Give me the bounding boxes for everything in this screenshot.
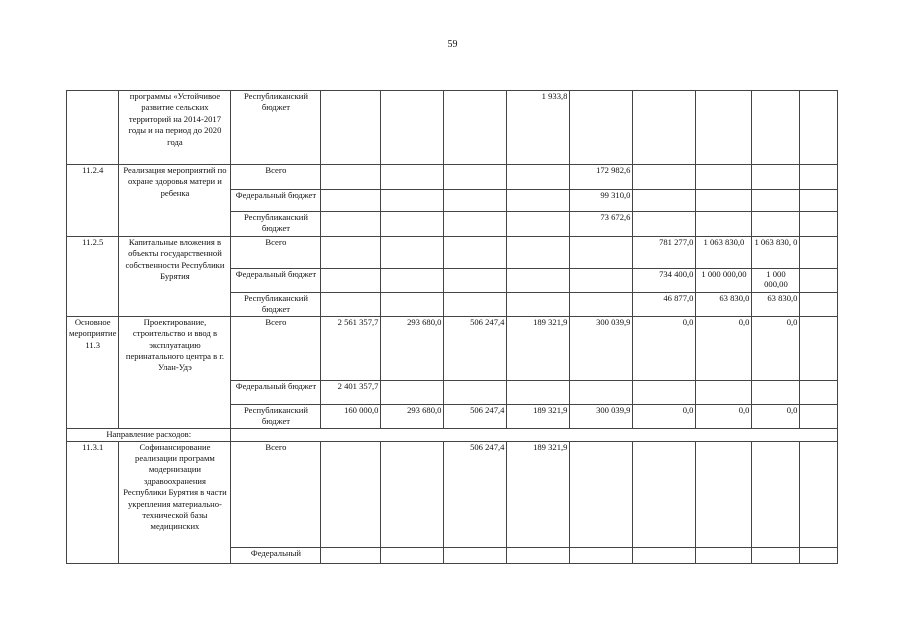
value-cell: 1 000 000,00 — [696, 269, 752, 293]
row-name: Реализация мероприятий по охране здоровья матери и ребенка — [119, 165, 231, 237]
value-cell — [507, 165, 570, 190]
value-cell — [570, 293, 633, 317]
value-cell — [444, 547, 507, 563]
value-cell — [633, 547, 696, 563]
value-cell: 73 672,6 — [570, 212, 633, 237]
value-cell: 189 321,9 — [507, 404, 570, 428]
value-cell — [444, 269, 507, 293]
value-cell — [800, 316, 838, 380]
table-row — [67, 316, 838, 380]
value-cell: 300 039,9 — [570, 404, 633, 428]
value-cell: 300 039,9 — [570, 316, 633, 380]
value-cell — [381, 91, 444, 165]
row-name: Софинансирование реализации программ модернизации здравоохранения Республики Бурятия в части укрепления материально-технической базы медицинских — [119, 441, 231, 563]
value-cell — [570, 547, 633, 563]
value-cell — [570, 380, 633, 404]
value-cell: 63 830,0 — [752, 293, 800, 317]
value-cell — [321, 293, 381, 317]
value-cell — [633, 380, 696, 404]
row-name: Капитальные вложения в объекты государственной собственности Республики Бурятия — [119, 237, 231, 317]
value-cell — [752, 380, 800, 404]
value-cell — [381, 165, 444, 190]
value-cell — [633, 441, 696, 547]
page-number: 59 — [447, 39, 458, 50]
table-row — [67, 91, 838, 165]
value-cell: 0,0 — [696, 404, 752, 428]
value-cell — [752, 441, 800, 547]
value-cell — [321, 441, 381, 547]
value-cell — [800, 380, 838, 404]
value-cell: 1 000 000,00 — [752, 269, 800, 293]
value-cell: 506 247,4 — [444, 316, 507, 380]
value-cell: 506 247,4 — [444, 441, 507, 547]
value-cell — [800, 269, 838, 293]
value-cell — [800, 91, 838, 165]
value-cell: 293 680,0 — [381, 316, 444, 380]
value-cell — [321, 91, 381, 165]
funding-source: Республиканский бюджет — [231, 91, 321, 165]
value-cell: 1 933,8 — [507, 91, 570, 165]
value-cell: 0,0 — [696, 316, 752, 380]
funding-source: Федеральный — [231, 547, 321, 563]
value-cell — [633, 91, 696, 165]
funding-source: Республиканский бюджет — [231, 404, 321, 428]
direction-row — [67, 428, 838, 441]
funding-source: Республиканский бюджет — [231, 212, 321, 237]
direction-empty — [231, 428, 838, 441]
value-cell — [800, 165, 838, 190]
value-cell — [381, 293, 444, 317]
value-cell — [507, 380, 570, 404]
row-code: 11.2.5 — [67, 237, 119, 317]
value-cell: 160 000,0 — [321, 404, 381, 428]
value-cell — [696, 547, 752, 563]
value-cell — [696, 380, 752, 404]
value-cell — [570, 237, 633, 269]
value-cell — [444, 293, 507, 317]
value-cell — [381, 190, 444, 212]
funding-source: Федеральный бюджет — [231, 190, 321, 212]
value-cell: 781 277,0 — [633, 237, 696, 269]
value-cell — [752, 190, 800, 212]
value-cell — [570, 441, 633, 547]
value-cell — [570, 269, 633, 293]
value-cell — [444, 190, 507, 212]
value-cell: 293 680,0 — [381, 404, 444, 428]
direction-label: Направление расходов: — [67, 428, 231, 441]
funding-source: Всего — [231, 237, 321, 269]
value-cell: 506 247,4 — [444, 404, 507, 428]
value-cell: 1 063 830,0 — [696, 237, 752, 269]
value-cell: 2 561 357,7 — [321, 316, 381, 380]
funding-source: Всего — [231, 316, 321, 380]
funding-source: Республиканский бюджет — [231, 293, 321, 317]
value-cell — [800, 212, 838, 237]
value-cell — [381, 441, 444, 547]
value-cell: 99 310,0 — [570, 190, 633, 212]
value-cell: 189 321,9 — [507, 441, 570, 547]
funding-source: Всего — [231, 165, 321, 190]
value-cell — [507, 237, 570, 269]
value-cell — [507, 547, 570, 563]
value-cell — [444, 380, 507, 404]
value-cell: 189 321,9 — [507, 316, 570, 380]
value-cell: 734 400,0 — [633, 269, 696, 293]
value-cell — [444, 91, 507, 165]
value-cell — [696, 441, 752, 547]
row-name: Проектирование, строительство и ввод в эксплуатацию перинатального центра в г. Улан-Удэ — [119, 316, 231, 428]
value-cell: 63 830,0 — [696, 293, 752, 317]
value-cell — [633, 190, 696, 212]
row-name: программы «Устойчивое развитие сельских территорий на 2014-2017 годы и на период до 2020 года — [119, 91, 231, 165]
value-cell — [752, 212, 800, 237]
value-cell — [696, 91, 752, 165]
row-code: Основное мероприятие 11.3 — [67, 316, 119, 428]
value-cell — [507, 212, 570, 237]
value-cell: 1 063 830, 0 — [752, 237, 800, 269]
value-cell — [507, 293, 570, 317]
value-cell — [800, 237, 838, 269]
value-cell — [444, 165, 507, 190]
value-cell — [321, 190, 381, 212]
value-cell — [321, 165, 381, 190]
value-cell: 0,0 — [633, 404, 696, 428]
value-cell — [696, 190, 752, 212]
value-cell — [507, 190, 570, 212]
value-cell: 2 401 357,7 — [321, 380, 381, 404]
value-cell — [381, 237, 444, 269]
value-cell — [381, 212, 444, 237]
funding-source: Всего — [231, 441, 321, 547]
value-cell — [752, 91, 800, 165]
value-cell — [321, 237, 381, 269]
value-cell — [321, 547, 381, 563]
funding-source: Федеральный бюджет — [231, 380, 321, 404]
value-cell — [696, 165, 752, 190]
row-code — [67, 91, 119, 165]
budget-table — [66, 90, 838, 564]
table-row — [67, 441, 838, 547]
value-cell: 0,0 — [633, 316, 696, 380]
value-cell — [321, 269, 381, 293]
value-cell — [800, 190, 838, 212]
value-cell: 172 982,6 — [570, 165, 633, 190]
table-row — [67, 237, 838, 269]
row-code: 11.3.1 — [67, 441, 119, 563]
value-cell — [444, 237, 507, 269]
value-cell: 0,0 — [752, 316, 800, 380]
value-cell — [444, 212, 507, 237]
value-cell — [800, 293, 838, 317]
value-cell — [321, 212, 381, 237]
value-cell — [633, 165, 696, 190]
table-row — [67, 165, 838, 190]
value-cell — [381, 269, 444, 293]
value-cell — [800, 404, 838, 428]
value-cell — [570, 91, 633, 165]
value-cell — [752, 165, 800, 190]
value-cell — [381, 380, 444, 404]
value-cell — [633, 212, 696, 237]
value-cell — [752, 547, 800, 563]
value-cell — [507, 269, 570, 293]
value-cell: 46 877,0 — [633, 293, 696, 317]
value-cell — [696, 212, 752, 237]
funding-source: Федеральный бюджет — [231, 269, 321, 293]
row-code: 11.2.4 — [67, 165, 119, 237]
value-cell — [800, 441, 838, 547]
value-cell: 0,0 — [752, 404, 800, 428]
value-cell — [381, 547, 444, 563]
value-cell — [800, 547, 838, 563]
